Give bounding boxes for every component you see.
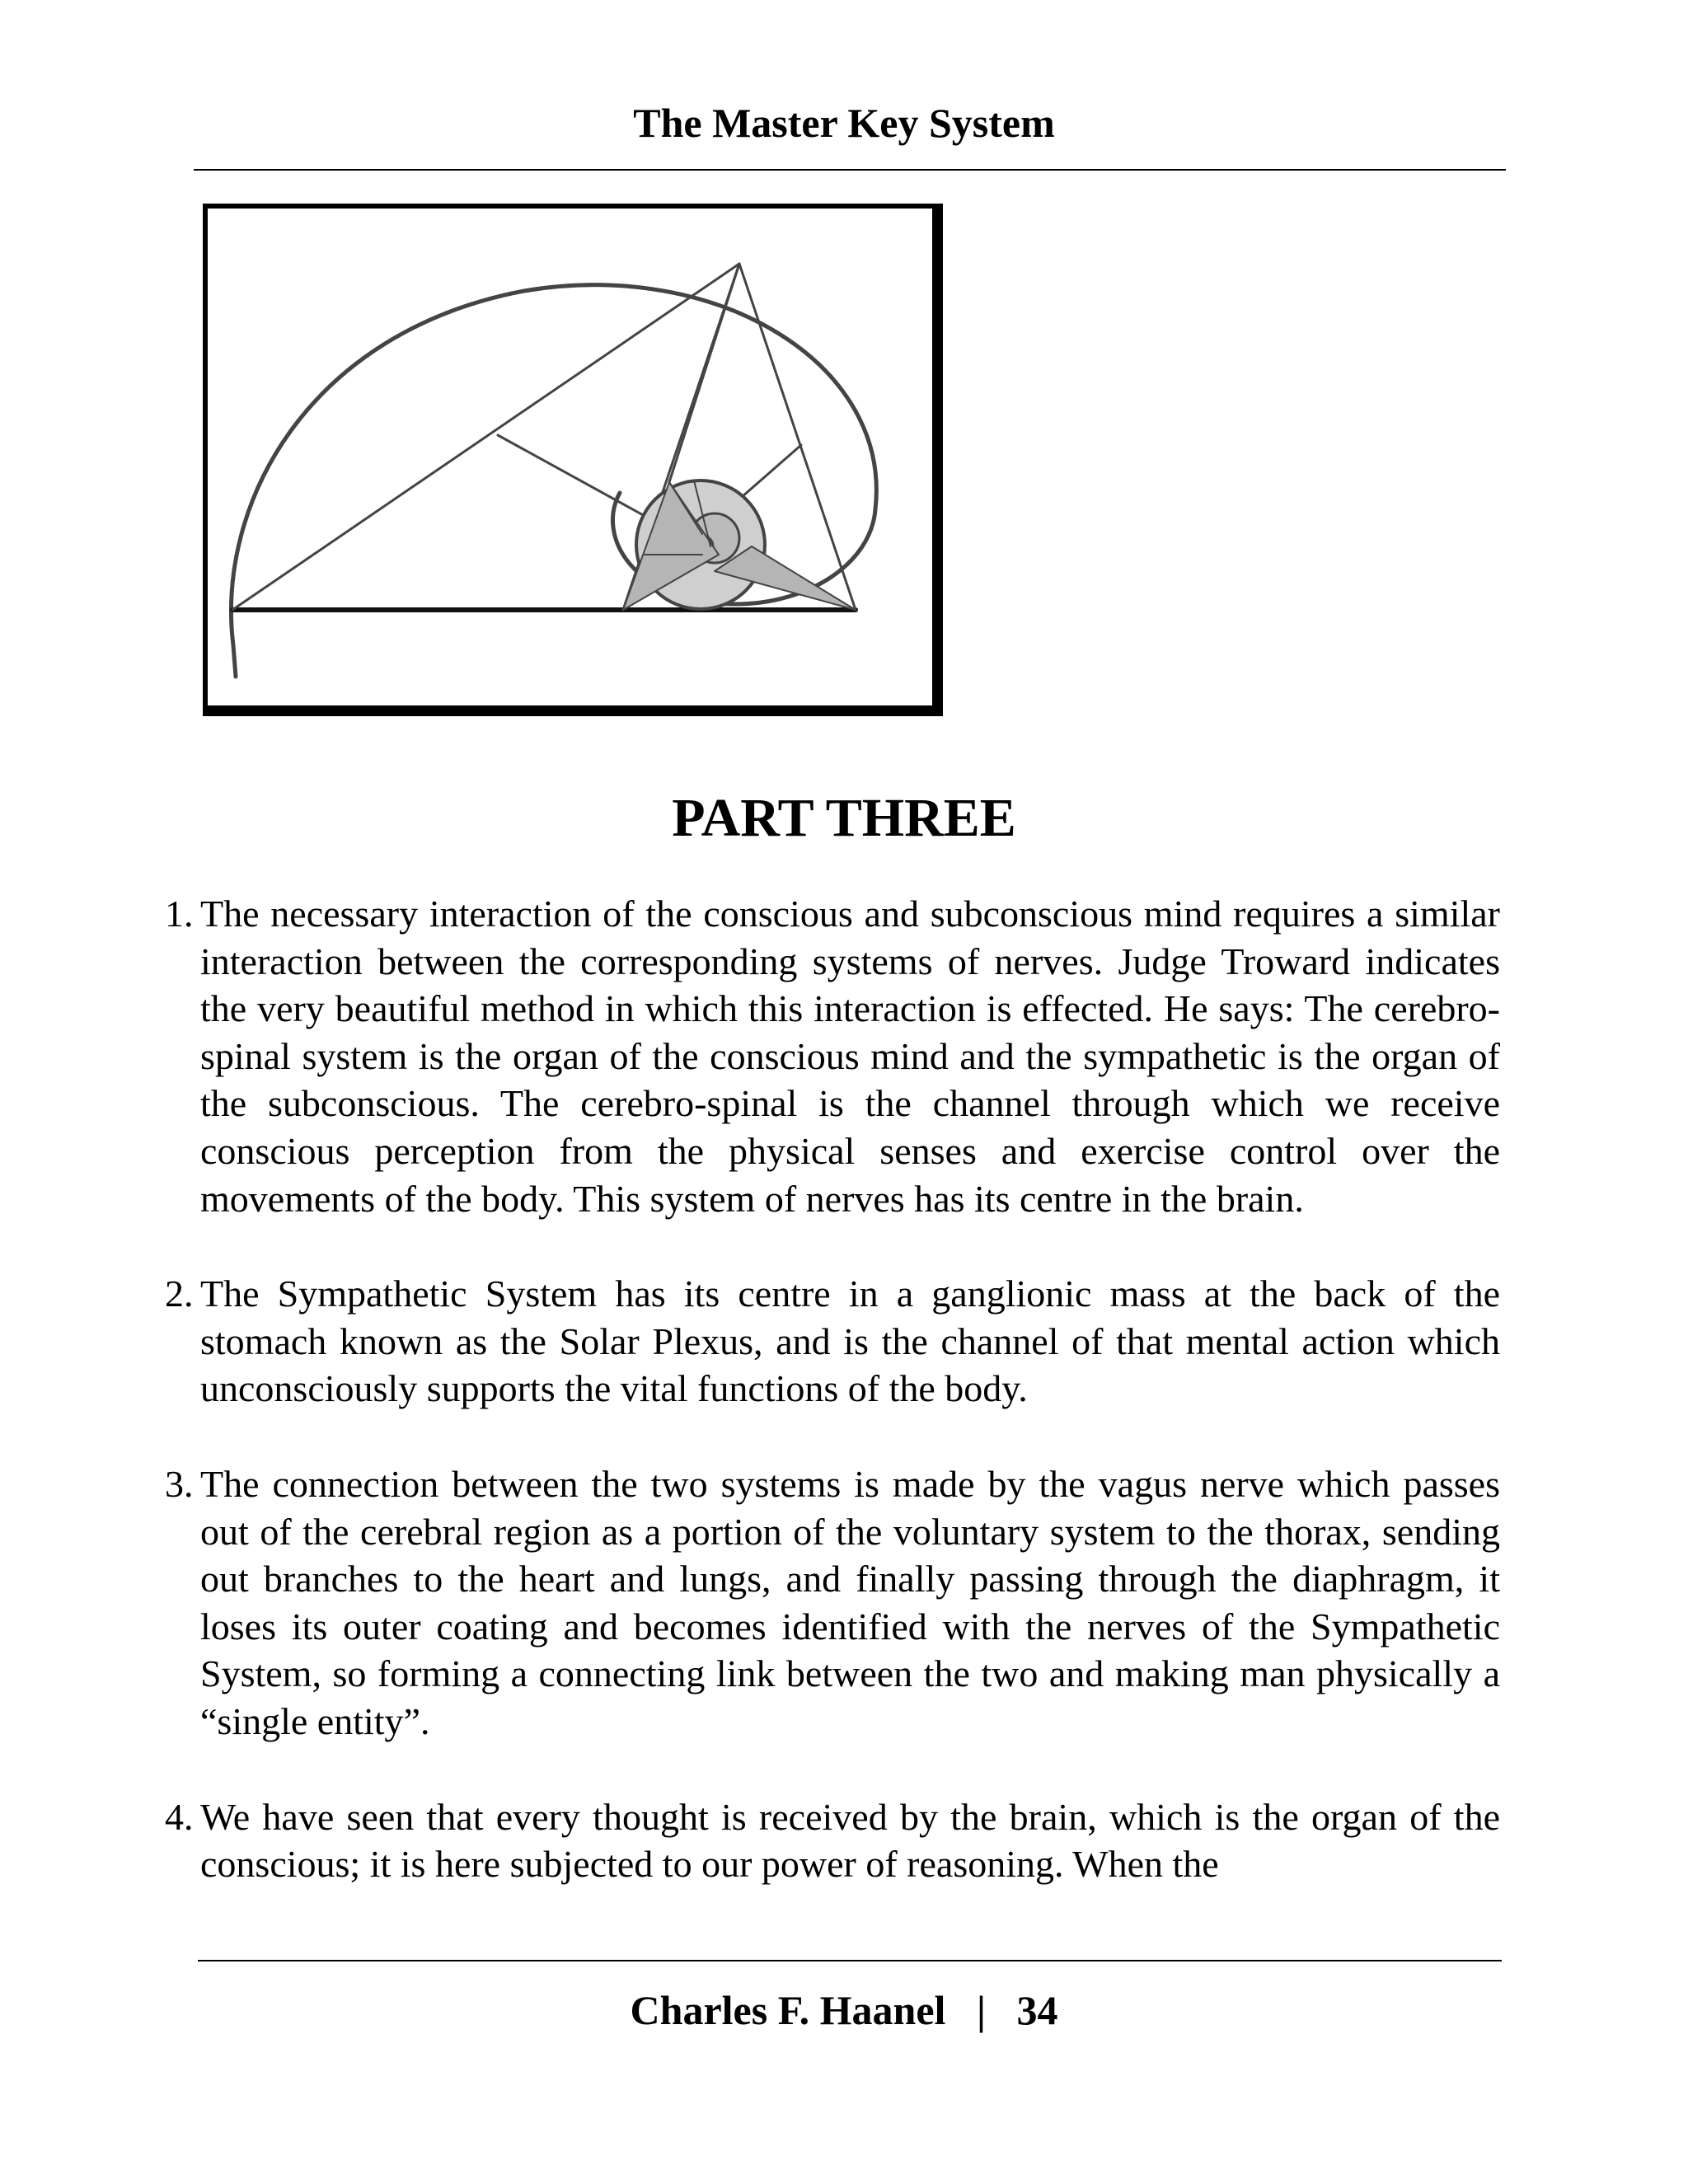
spiral-figure [203, 204, 943, 716]
golden-spiral-diagram-icon [208, 209, 932, 705]
paragraph-text: The connection between the two systems is made by the vagus nerve which passes out of the cerebral region as a portion of the voluntary system to the thorax, sending out branches to the heart and lungs, and finally passing through the diaphragm, it loses its outer coating and becomes identified with the nerves of the Sympathetic System, so forming a connecting link between the two and making man physically a “single entity”. [200, 1462, 1500, 1742]
paragraph-number: 1. [165, 893, 194, 935]
page-footer [0, 1986, 1688, 2034]
paragraph [165, 890, 1500, 1222]
paragraph-number: 2. [165, 1272, 194, 1315]
body-text [165, 890, 1500, 1936]
footer-rule [198, 1960, 1502, 1961]
footer-separator: | [976, 1987, 986, 2033]
running-header: The Master Key System [633, 100, 1055, 146]
paragraph-text: The necessary interaction of the conscious and subconscious mind requires a similar interaction between the corresponding systems of nerves. Judge Troward indicates the very beautiful method in which this interaction is effected. He says: The cerebro-spinal system is the organ of the conscious mind and the sympathetic is the organ of the subconscious. The cerebro-spinal is the channel through which we receive conscious perception from the physical senses and exercise control over the movements of the body. This system of nerves has its centre in the brain. [200, 893, 1500, 1220]
chapter-title: PART THREE [672, 788, 1016, 848]
footer-author: Charles F. Haanel [630, 1987, 946, 2033]
paragraph [165, 1793, 1500, 1888]
paragraph-number: 3. [165, 1462, 194, 1505]
paragraph-number: 4. [165, 1795, 194, 1838]
paragraph [165, 1460, 1500, 1746]
header-rule [194, 169, 1506, 171]
paragraph [165, 1270, 1500, 1413]
page-number: 34 [1016, 1987, 1058, 2033]
paragraph-text: We have seen that every thought is received by the brain, which is the organ of the conscious; it is here subjected to our power of reasoning. When the [200, 1795, 1500, 1886]
paragraph-text: The Sympathetic System has its centre in a ganglionic mass at the back of the stomach known as the Solar Plexus, and is the channel of that mental action which unconsciously supports the vital functions of the body. [200, 1272, 1500, 1410]
